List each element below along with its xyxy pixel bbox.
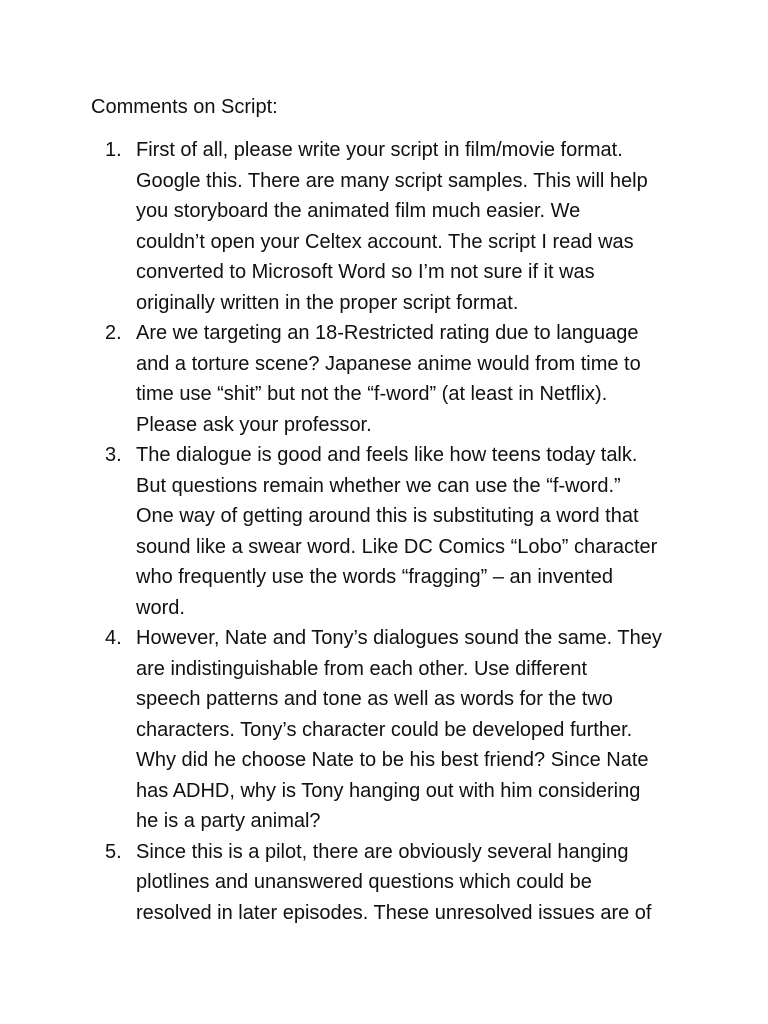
comment-4-line-5: Why did he choose Nate to be his best friend? Since Nate (136, 749, 649, 771)
comment-1-line-6: originally written in the proper script format. (136, 291, 519, 314)
comment-2-line-2: and a torture scene? Japanese anime would from time to (136, 352, 641, 375)
comment-1-line-1: First of all, please write your script in film/movie format. (136, 139, 623, 161)
comment-item-2 (105, 318, 676, 440)
comment-1-line-3: you storyboard the animated film much easier. We (136, 200, 581, 222)
comment-number-5: 5. (105, 840, 122, 863)
comment-3-line-4: sound like a swear word. Like DC Comics “Lobo” character (136, 535, 658, 558)
comment-3-line-5: who frequently use the words “fragging” – an invented (136, 566, 613, 588)
comment-5-line-1: Since this is a pilot, there are obviously several hanging (136, 840, 629, 863)
document-heading: Comments on Script: (91, 96, 278, 118)
comment-3-line-6: word. (136, 596, 185, 619)
comment-3-line-1: The dialogue is good and feels like how teens today talk. (136, 444, 638, 466)
comment-item-4 (105, 623, 676, 837)
comment-2-line-1: Are we targeting an 18-Restricted rating due to language (136, 322, 639, 344)
comment-item-5 (105, 837, 676, 929)
comment-4-line-1: However, Nate and Tony’s dialogues sound the same. They (136, 627, 662, 649)
comment-number-4: 4. (105, 627, 122, 649)
comment-item-1 (105, 135, 676, 318)
comment-item-3 (105, 440, 676, 623)
comment-4-line-6: has ADHD, why is Tony hanging out with him considering (136, 779, 641, 802)
comment-1-line-4: couldn’t open your Celtex account. The script I read was (136, 230, 634, 253)
comment-3-line-3: One way of getting around this is substituting a word that (136, 505, 639, 527)
comment-5-line-3: resolved in later episodes. These unresolved issues are of (136, 901, 652, 924)
comment-list (0, 135, 676, 928)
comment-2-line-3: time use “shit” but not the “f-word” (at least in Netflix). (136, 383, 608, 405)
comment-5-line-2: plotlines and unanswered questions which could be (136, 871, 592, 893)
comment-4-line-2: are indistinguishable from each other. Use different (136, 657, 588, 680)
comment-4-line-4: characters. Tony’s character could be developed further. (136, 718, 633, 741)
comment-3-line-2: But questions remain whether we can use the “f-word.” (136, 474, 621, 497)
comment-1-line-5: converted to Microsoft Word so I’m not sure if it was (136, 261, 595, 283)
comment-1-line-2: Google this. There are many script samples. This will help (136, 169, 648, 192)
comment-number-3: 3. (105, 444, 122, 466)
comment-4-line-7: he is a party animal? (136, 810, 321, 832)
comment-number-1: 1. (105, 139, 122, 161)
comment-4-line-3: speech patterns and tone as well as words for the two (136, 688, 613, 710)
comment-number-2: 2. (105, 322, 122, 344)
comment-2-line-4: Please ask your professor. (136, 413, 372, 436)
